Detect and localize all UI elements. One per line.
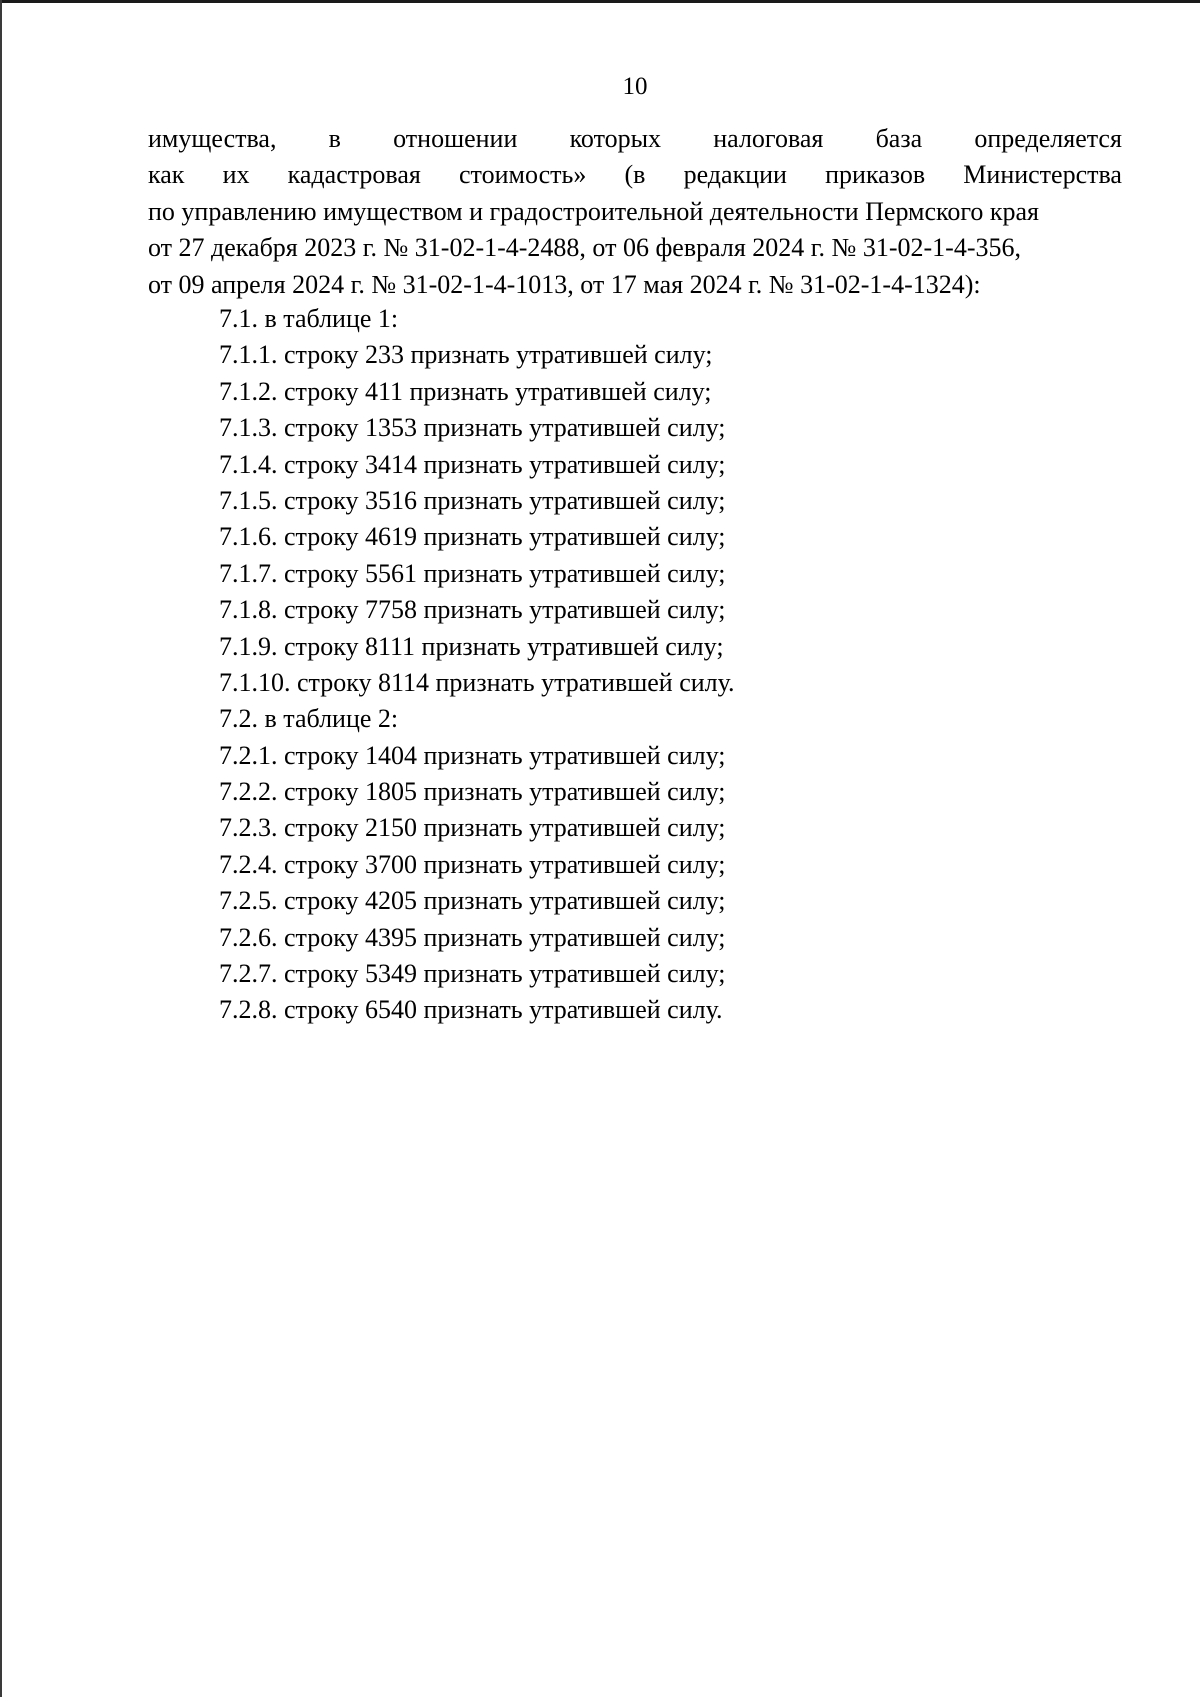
intro-word: (в <box>624 160 646 190</box>
list-item: 7.1.2. строку 411 признать утратившей силу; <box>219 376 712 406</box>
list-item: 7.1.7. строку 5561 признать утратившей силу; <box>219 558 726 588</box>
intro-word: которых <box>569 124 662 153</box>
page-number: 10 <box>622 73 648 100</box>
intro-line-5: от 09 апреля 2024 г. № 31-02-1-4-1013, от 17 мая 2024 г. № 31-02-1-4-1324): <box>148 269 981 299</box>
list-item: 7.2.8. строку 6540 признать утратившей силу. <box>219 995 723 1025</box>
list-item: 7.1.5. строку 3516 признать утратившей силу; <box>219 485 726 515</box>
intro-word: отношении <box>393 124 518 153</box>
list-item: 7.1. в таблице 1: <box>219 304 399 333</box>
intro-word: как <box>148 160 185 190</box>
intro-word: кадастровая <box>287 160 421 190</box>
list-item: 7.2.6. строку 4395 признать утратившей силу; <box>219 922 726 952</box>
intro-word: редакции <box>683 160 787 190</box>
scan-edge-top <box>0 0 1200 3</box>
list-item: 7.2.3. строку 2150 признать утратившей силу; <box>219 813 726 843</box>
list-item: 7.1.8. строку 7758 признать утратившей силу; <box>219 595 726 625</box>
intro-word: в <box>328 124 341 153</box>
intro-line-2 <box>148 157 1122 193</box>
intro-paragraph <box>148 121 1122 303</box>
list-item: 7.2. в таблице 2: <box>219 704 399 734</box>
intro-word: имущества, <box>148 124 277 153</box>
list-item: 7.1.6. строку 4619 признать утратившей силу; <box>219 522 726 552</box>
list-item: 7.1.1. строку 233 признать утратившей силу; <box>219 340 713 370</box>
intro-line-1 <box>148 121 1122 157</box>
list-item: 7.2.2. строку 1805 признать утратившей силу; <box>219 777 726 807</box>
intro-line-4: от 27 декабря 2023 г. № 31-02-1-4-2488, от 06 февраля 2024 г. № 31-02-1-4-356, <box>148 233 1021 263</box>
list-item: 7.1.4. строку 3414 признать утратившей силу; <box>219 449 726 479</box>
list-item: 7.2.4. строку 3700 признать утратившей силу; <box>219 849 726 879</box>
list-item: 7.1.10. строку 8114 признать утратившей силу. <box>219 667 735 697</box>
list-item: 7.2.7. строку 5349 признать утратившей силу; <box>219 959 726 989</box>
scan-edge-left <box>0 0 2 1697</box>
intro-word: приказов <box>825 160 926 190</box>
intro-word: стоимость» <box>459 160 587 190</box>
intro-word: Министерства <box>963 160 1122 190</box>
list-item: 7.1.3. строку 1353 признать утратившей силу; <box>219 413 726 443</box>
intro-word: определяется <box>974 124 1122 153</box>
intro-word: их <box>222 160 250 190</box>
list-item: 7.2.1. строку 1404 признать утратившей силу; <box>219 740 726 770</box>
amendment-list <box>219 301 1119 1029</box>
list-item: 7.2.5. строку 4205 признать утратившей силу; <box>219 886 726 916</box>
intro-word: база <box>875 124 923 153</box>
list-item: 7.1.9. строку 8111 признать утратившей силу; <box>219 631 724 661</box>
intro-line-3: по управлению имуществом и градостроительной деятельности Пермского края <box>148 196 1040 226</box>
intro-word: налоговая <box>713 124 824 153</box>
